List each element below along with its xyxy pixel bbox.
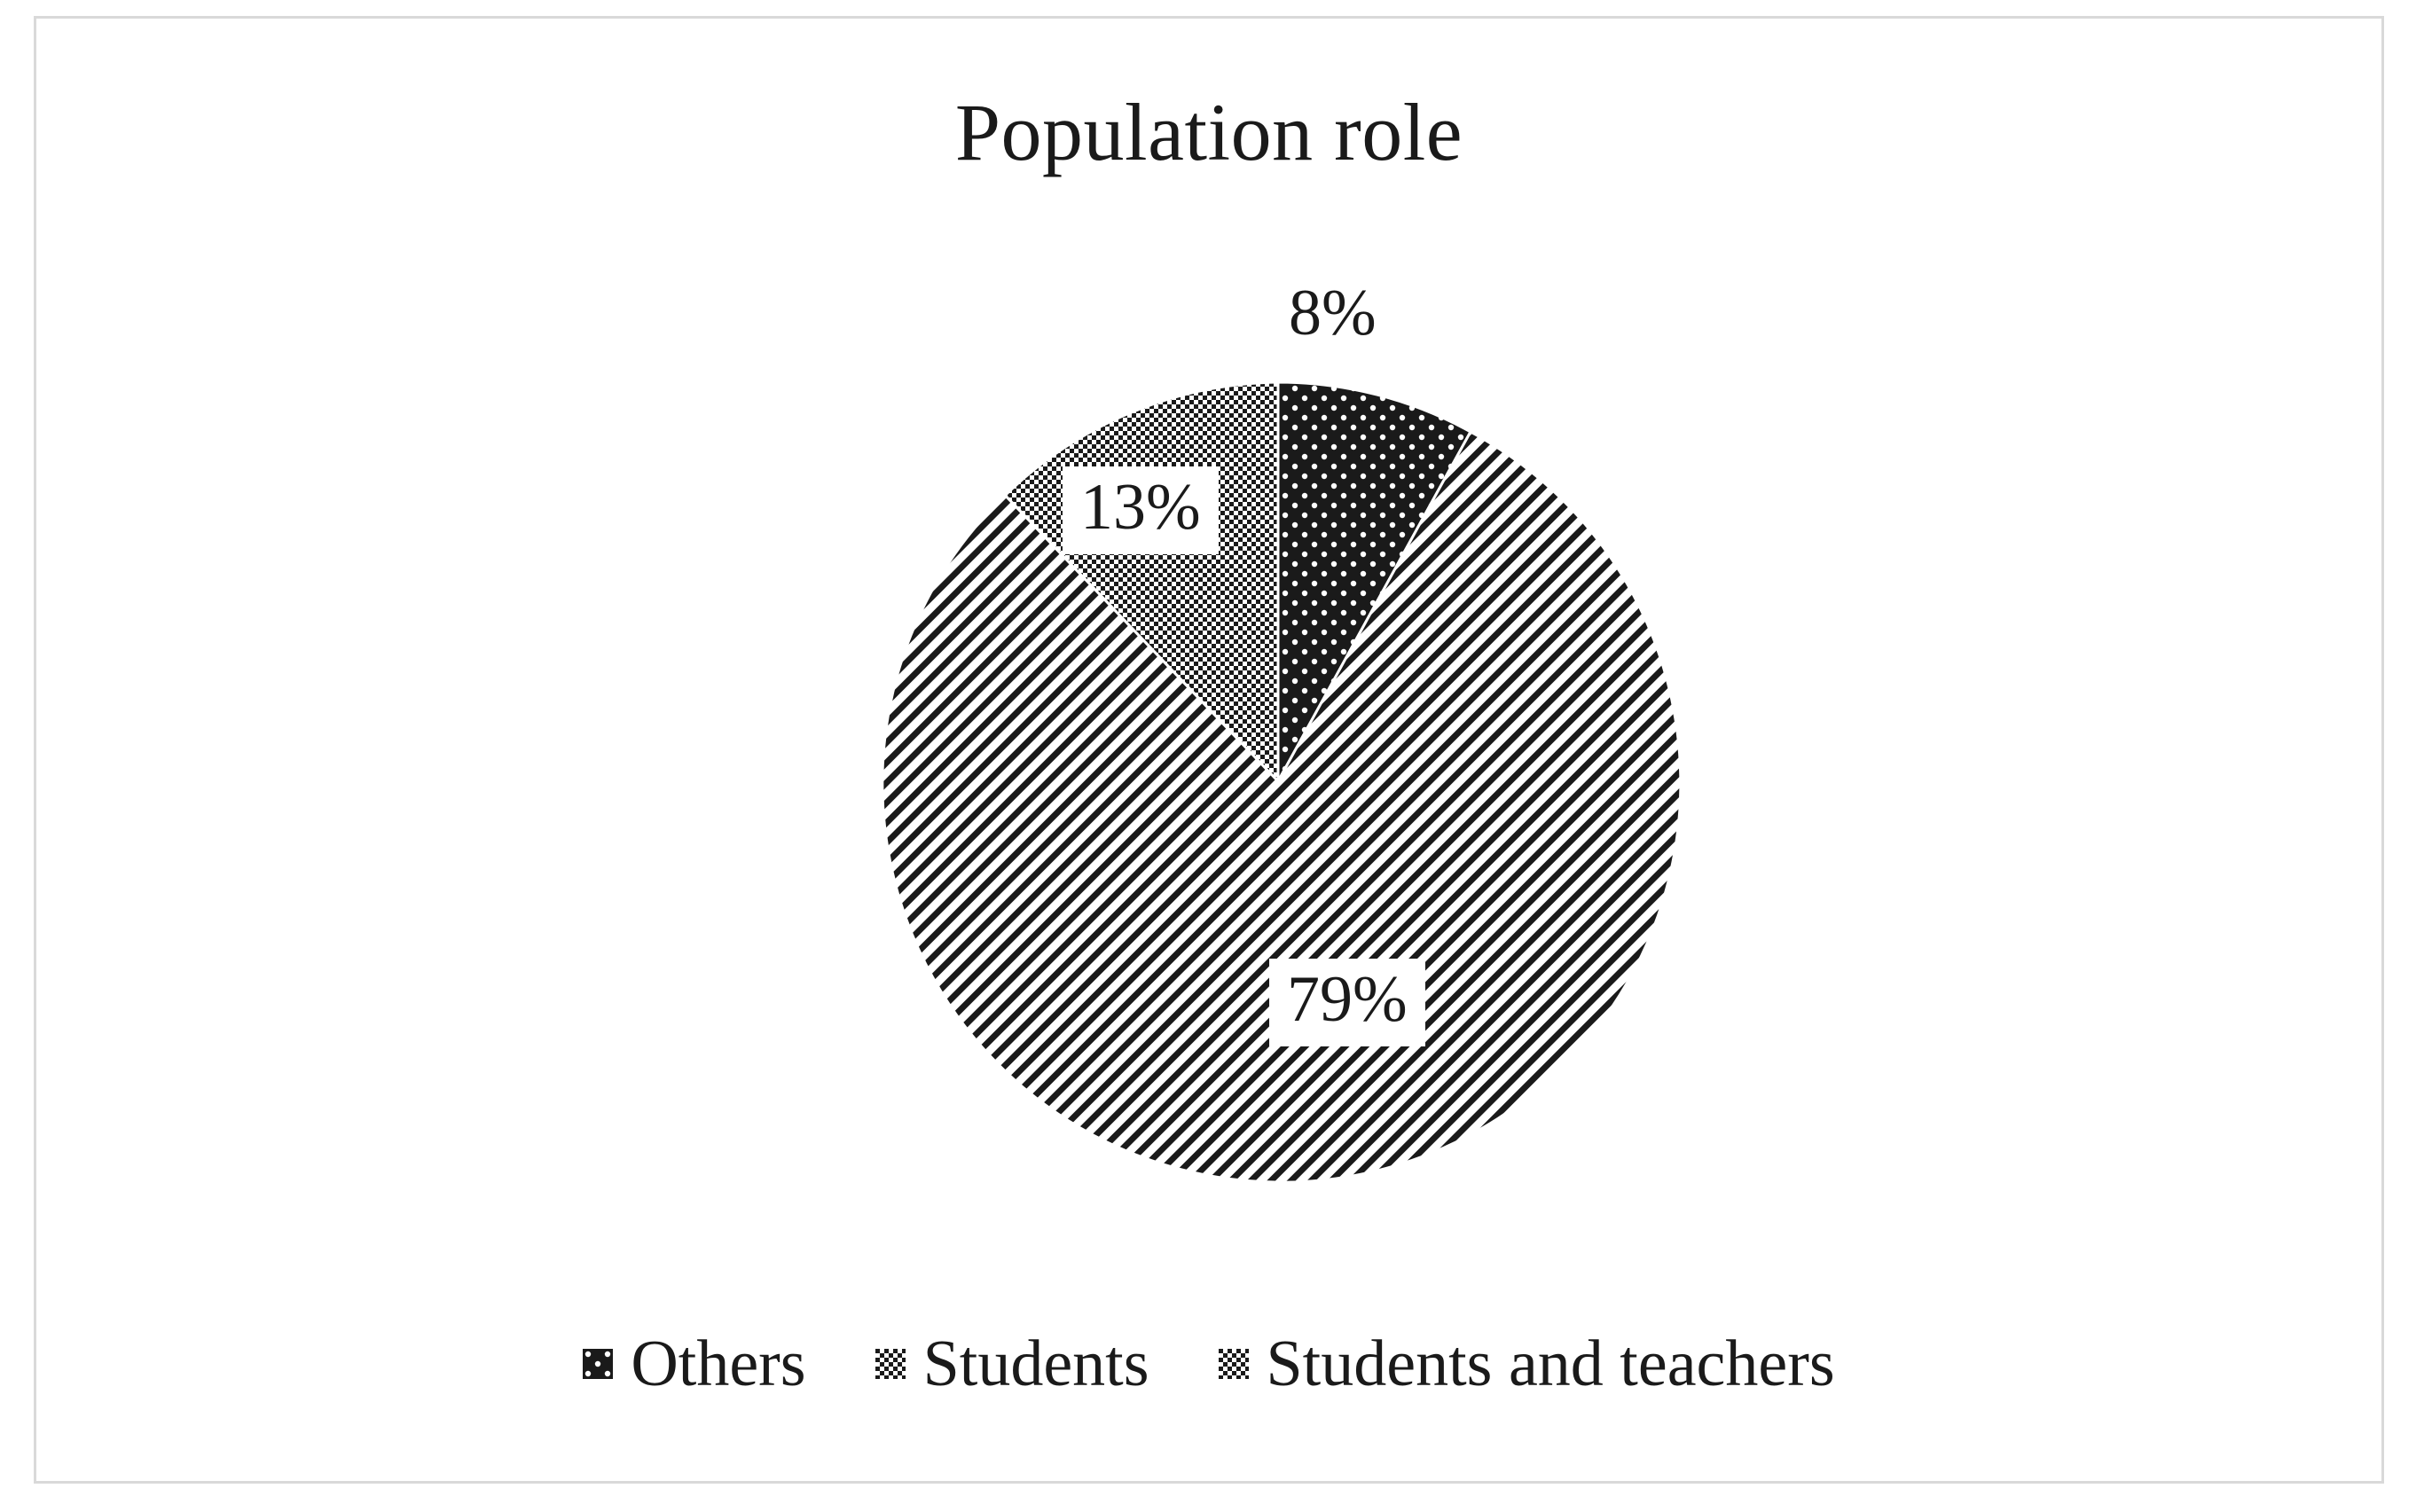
legend-item-students-and-teachers[interactable] bbox=[1219, 1328, 1835, 1400]
legend-swatch-students-and-teachers-icon bbox=[1219, 1349, 1249, 1379]
chart-legend bbox=[36, 1328, 2381, 1400]
pie-chart-svg bbox=[870, 373, 1686, 1189]
data-label-students-and-teachers: 79% bbox=[1269, 959, 1425, 1046]
legend-label-students: Students bbox=[922, 1328, 1149, 1400]
data-label-students: 13% bbox=[1063, 466, 1219, 554]
legend-swatch-students-icon bbox=[875, 1349, 906, 1379]
pie-chart bbox=[870, 373, 1686, 1189]
legend-swatch-others-icon bbox=[583, 1349, 613, 1379]
legend-label-students-and-teachers: Students and teachers bbox=[1266, 1328, 1835, 1400]
legend-item-students[interactable] bbox=[875, 1328, 1149, 1400]
figure-frame bbox=[34, 16, 2384, 1484]
chart-title: Population role bbox=[954, 87, 1463, 177]
data-label-others: 8% bbox=[1289, 277, 1377, 349]
legend-item-others[interactable] bbox=[583, 1328, 806, 1400]
legend-label-others: Others bbox=[631, 1328, 806, 1400]
